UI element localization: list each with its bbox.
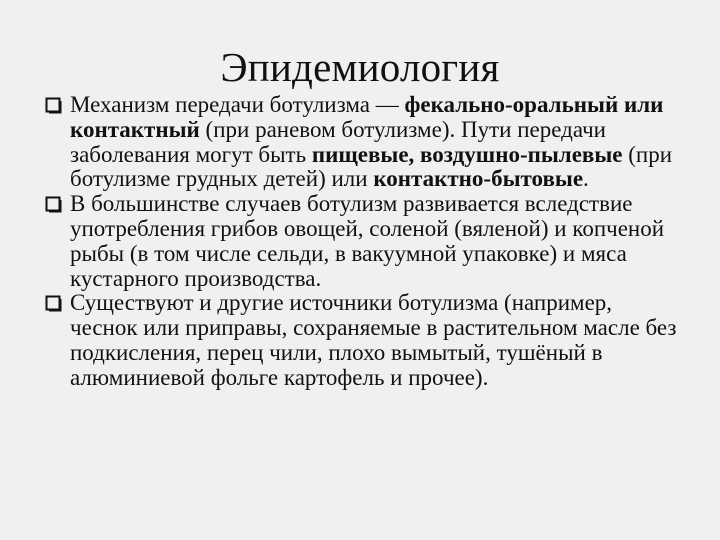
checkbox-square-q-icon [45, 196, 62, 213]
text-run: Существуют и другие источники ботулизма (например, чеснок или приправы, сохраняемые в растительном масле без подкисления, перец чили, плохо вымытый, тушёный в алюминиевой фольге картофель и прочее). [70, 290, 677, 390]
text-run: В большинстве случаев ботулизм развивается вследствие употребления грибов овощей, соленой (вяленой) и копченой рыбы (в том числе сельди, в вакуумной упаковке) и мяса кустарного производства. [70, 191, 665, 291]
text-run: Механизм передачи ботулизма — [70, 92, 405, 117]
bullet-item [44, 192, 684, 291]
bullet-list [44, 93, 684, 391]
bold-text-run: контактно-бытовые [373, 166, 584, 192]
slide-title: Эпидемиология [220, 44, 500, 90]
bullet-item [44, 291, 684, 390]
bold-text-run: пищевые, воздушно-пылевые [311, 141, 623, 167]
checkbox-square-q-icon [45, 97, 62, 114]
text-run: (при ботулизме грудных детей) или [70, 141, 673, 192]
checkbox-square-q-icon [45, 295, 62, 312]
text-run: (при раневом ботулизме). Пути передачи заболевания могут быть [70, 116, 606, 167]
bold-text-run: фекально-оральный или контактный [70, 92, 664, 142]
text-run: . [583, 166, 589, 192]
bullet-item [44, 93, 684, 192]
